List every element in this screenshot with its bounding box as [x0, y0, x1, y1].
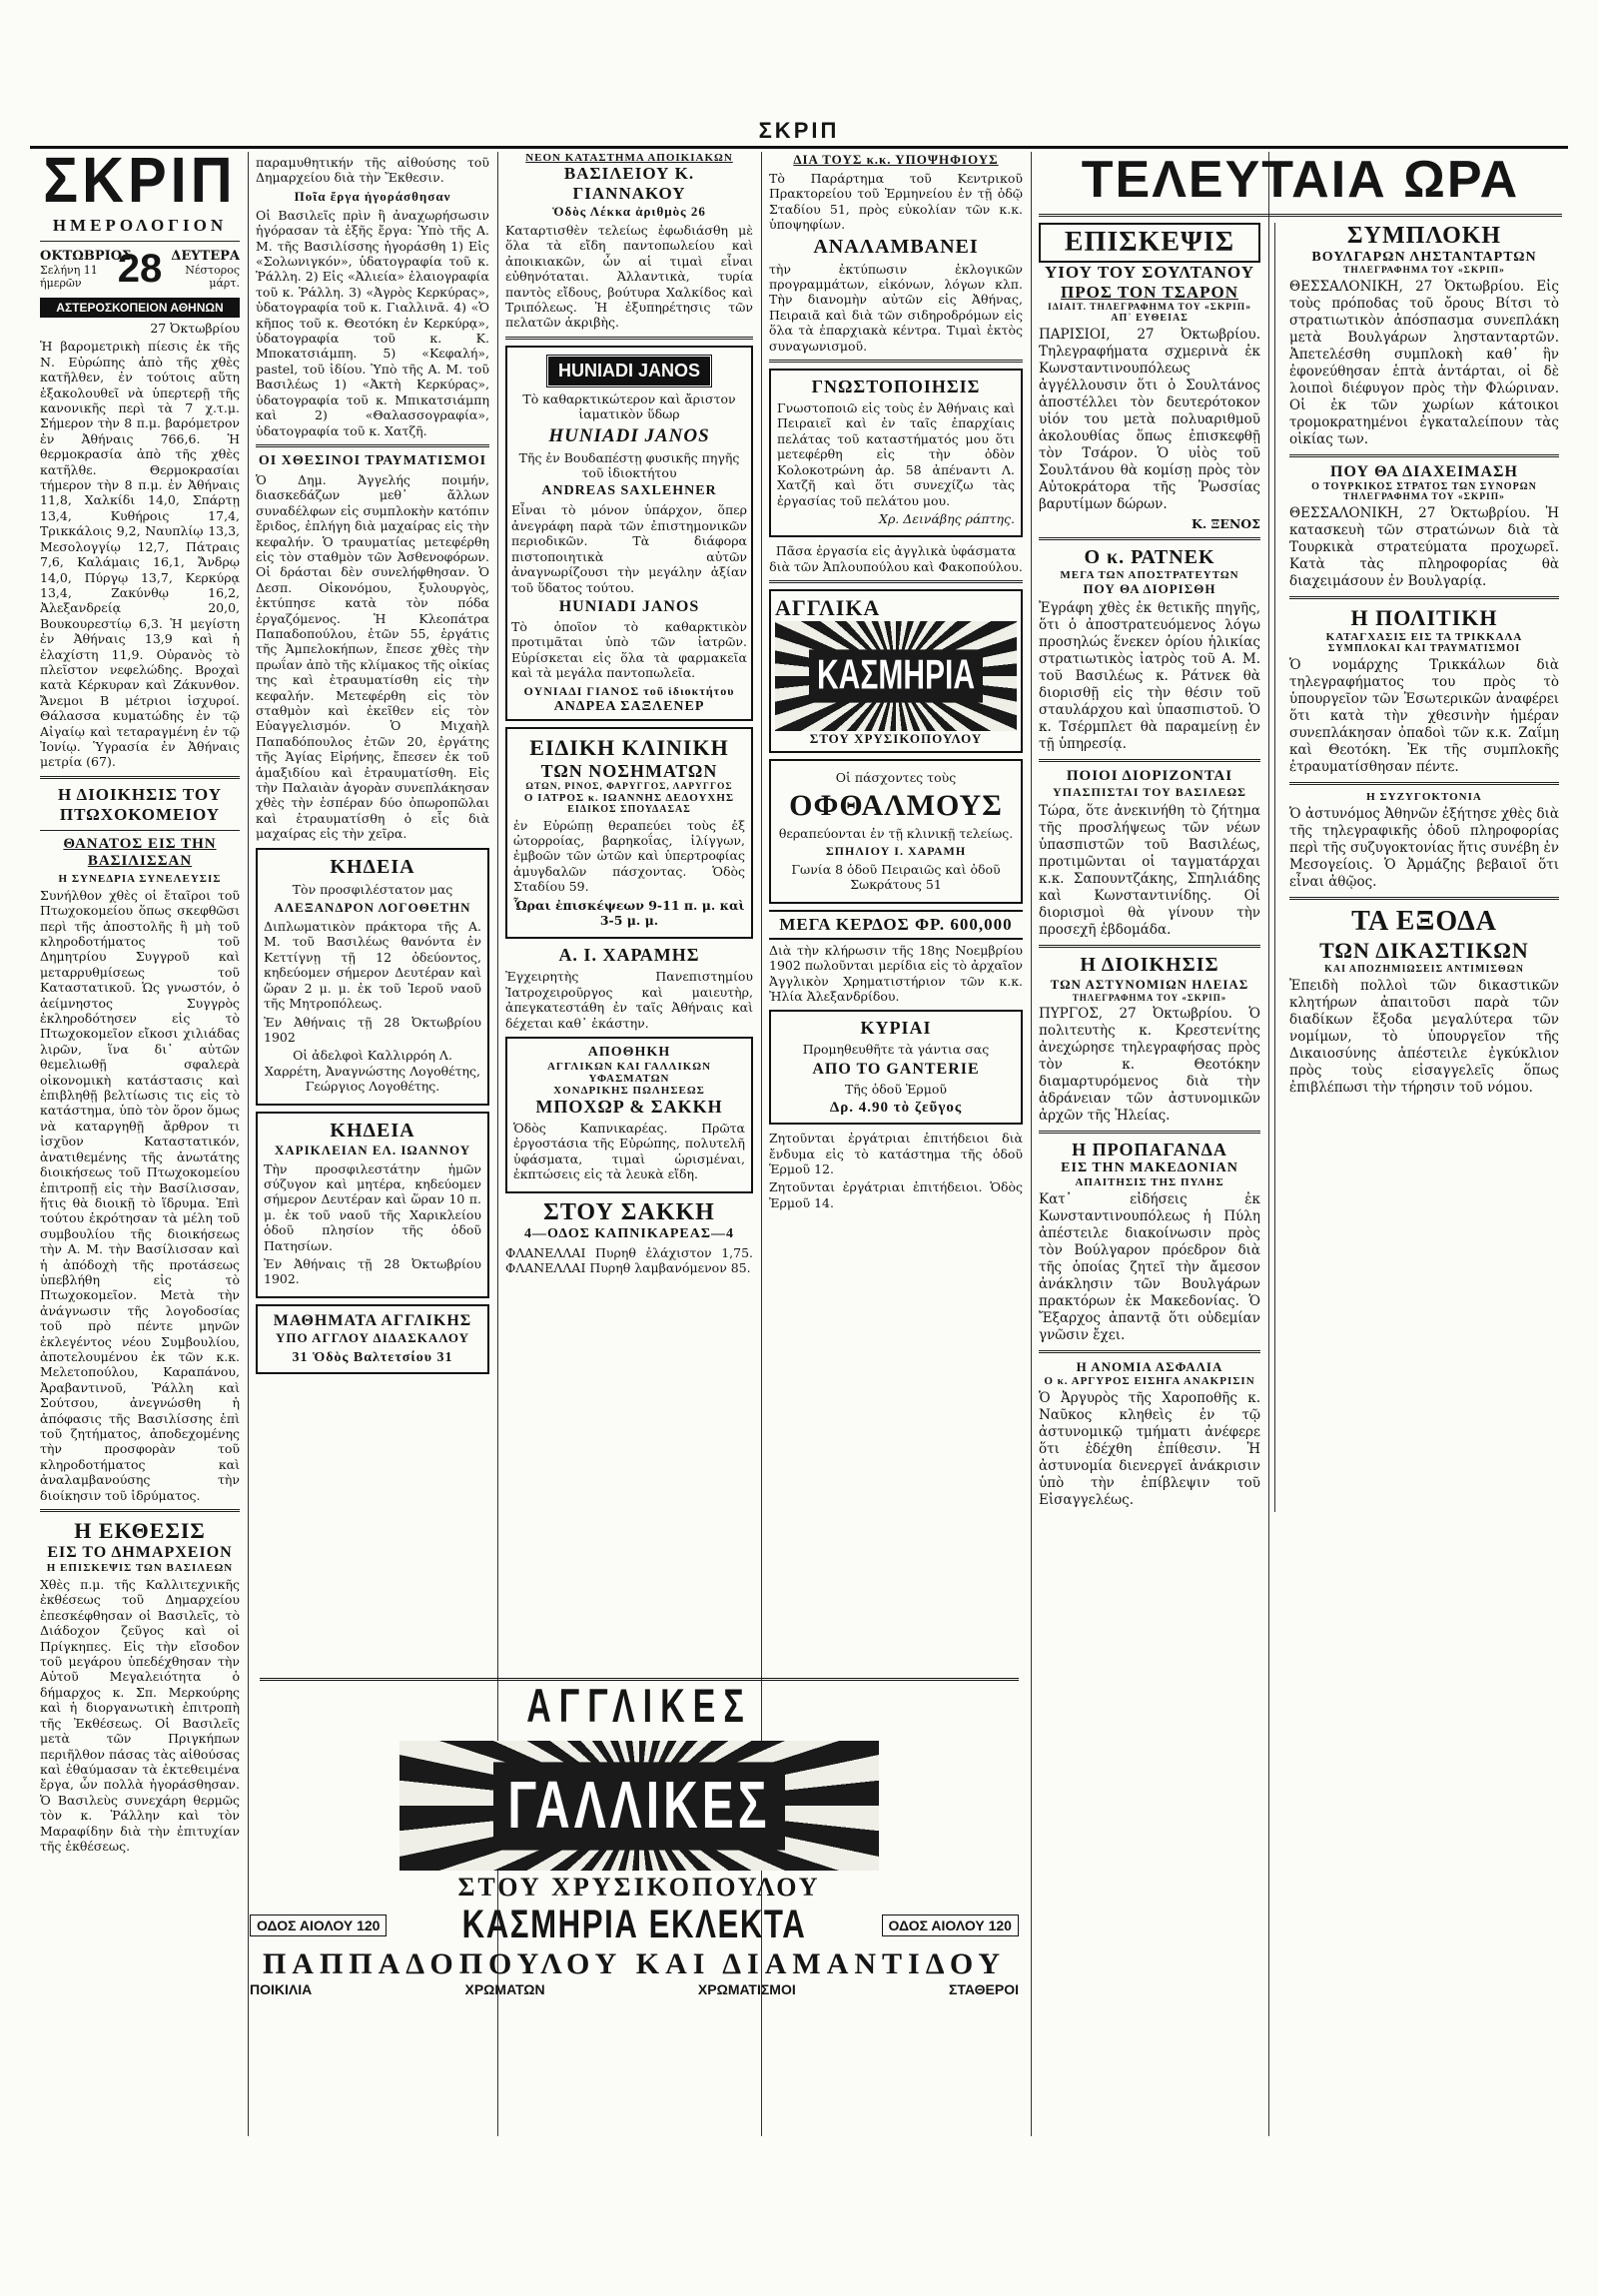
synel-text: Συνήλθον χθὲς οἱ ἔταῖροι τοῦ Πτωχοκομείου ὅπως σκεφθῶσι περὶ τῆς ἀποστολῆς ἢ μὴ τοῦ κληροδοτήματος τοῦ Δημητρίου Συγγροῦ καὶ μεταρρυθμίσεως τοῦ Καταστατικοῦ. Ὡς γνωστόν, ὁ ἀείμνηστος Συγγρὸς ἐκληροδότησεν εἰς τὸ Πτωχοκομεῖον εἴκοσι χιλιάδας λιρῶν, ἵνα δι᾽ αὐτῶν θεμελιωθῇ σφαλερὰ οἰκονομικὴ κατάστασις καὶ ἐπιβληθῇ βελτίωσις τις εἰς τὸ κατάστημα, ὑπὸ τὸν ὅρον ὅμως νὰ καταργηθῇ ἄρθρον τι ἰσχῦον Καταστατικόν, ἀνατιθεμένης τῆς ἀνωτάτης διοικήσεως τοῦ Πτωχοκομείου ἐπιτροπῇ εἰς τὴν Βασίλισσαν, ἥτις θὰ διοικῇ τὸ ἵδρυμα. Ἐπὶ τούτου ἐκρότησαν τὰ μέλη τοῦ συμβουλίου τῆς διοικήσεως τὴν Α. Μ. τὴν Βασίλισσαν καὶ ἡ ἀπόδοχὴ τῆς προτάσεως ὑπεβλήθη εἰς τὸ Πτωχοκομεῖον. Μετὰ τὴν ἀνάγνωσιν τῆς λογοδοσίας τοῦ πρὸ πέντε μηνῶν ἐκλεγέντος νέου Συμβουλίου, ἀποτελουμένου ἐκ τῶν κ.κ. Μελετοπούλου, Καραπάνου, Ἀραβαντινοῦ, Ῥάλλη καὶ Σούτσου, ἀνεγνώσθη ἡ ἀπόφασις τῆς Βασιλίσσης ἐπὶ τοῦ ζητήματος, ἀποδεχομένης τὴν προσφορὰν τοῦ κληροδοτήματος καὶ ἀναλαμβανούσης τὴν διοίκησιν τοῦ ἱδρύματος. [40, 887, 240, 1503]
last-hour-left [1039, 223, 1260, 1512]
month: ΟΚΤΩΒΡΙΟΣ [40, 249, 132, 264]
eye-address: Γωνία 8 ὁδοῦ Πειραιῶς καὶ ὁδοῦ Σωκράτους 51 [791, 861, 1001, 893]
masthead-title: ΣΚΡΙΠ [43, 152, 237, 217]
politics-text: Ὁ νομάρχης Τρικκάλων διὰ τηλεγραφήματος του πρὸς τὸ ὑπουργεῖον τῶν Ἐσωτερικῶν ἀναφέρει ὅτι κατὰ τὴν χθεσινὴν ἡμέραν συνεπλάκησαν ὀπαδοὶ τῶν κ.κ. Ζαΐμη καὶ Θεοτόκη. Ἐκ τῆς συμπλοκῆς ἐτραυματίσθησαν πέντε. [1289, 657, 1559, 775]
ratnek-sub: ΜΕΓΑ ΤΩΝ ΑΠΟΣΤΡΑΤΕΥΤΩΝ [1060, 569, 1239, 582]
ratnek-heading: Ο κ. ΡΑΤΝΕΚ [1084, 546, 1215, 569]
gloves-price: Δρ. 4.90 τὸ ζεῦγος [829, 1100, 963, 1117]
ekthesis-subheading-2: Η ΕΠΙΣΚΕΨΙΣ ΤΩΝ ΒΑΣΙΛΕΩΝ [46, 1562, 234, 1575]
hunyadi-text: Εἶναι τὸ μόνον ὑπάρχον, ὅπερ ἀνεγράφη παρὰ τῶν ἐπιστημονικῶν περιοδικῶν. Τὰ διάφορα πιστοποιητικὰ αὐτῶν ἀναγνωρίζουσι τὴν μεγάλην ἀξίαν τοῦ ὕδατος τούτου. [511, 502, 747, 595]
hunyadi-text-2: Τὸ ὁποῖον τὸ καθαρκτικὸν προτιμᾶται ὑπὸ τῶν ἰατρῶν. Εὑρίσκεται εἰς ὅλα τὰ φαρμακεῖα καὶ τὰ μεγάλα παντοπωλεῖα. [511, 618, 747, 681]
fabrics-ad-title [260, 1680, 1019, 1734]
lawlessness-sub: Ο κ. ΑΡΓΥΡΟΣ ΕΙΣΗΓΑ ΑΝΑΚΡΙΣΙΝ [1044, 1375, 1255, 1388]
murder-text: Ὁ ἀστυνόμος Ἀθηνῶν ἐξήτησε χθὲς διὰ τῆς τηλεγραφικῆς ὁδοῦ πληροφορίας περὶ τῆς συζυγοκτονίας ἥτις συνέβη ἐν Μεσογείοις. Ὁ Ἀρμάζης βεβαιοῖ ὅτι εἶναι ἀθῷος. [1289, 806, 1559, 890]
propaganda-sub: ΕΙΣ ΤΗΝ ΜΑΚΕΔΟΝΙΑΝ [1061, 1160, 1238, 1176]
english-lessons-ad [256, 1304, 489, 1374]
eye-title: ΟΦΘΑΛΜΟΥΣ [789, 788, 1003, 822]
visit-via: ΑΠ᾽ ΕΥΘΕΙΑΣ [1111, 313, 1189, 324]
gloves-title: ΚΥΡΙΑΙ [860, 1018, 932, 1039]
ophthalmology-ad [769, 759, 1023, 904]
wanted-1: Ζητοῦνται ἐργάτριαι ἐπιτήδειοι διὰ ἔνδυμα εἰς τὸ κατάστημα τῆς ὁδοῦ Ἑρμοῦ 12. [769, 1131, 1023, 1176]
hunyadi-subtitle-2: Τῆς ἐν Βουδαπέστῃ φυσικῆς πηγῆς τοῦ ἰδιοκτήτου [518, 449, 740, 481]
andreas-name: ΑΝΔΡΕΑ ΣΑΞΛΕΝΕΡ [553, 698, 705, 714]
day-number: 28 [117, 247, 163, 291]
gloves-ad [769, 1010, 1023, 1125]
winter-sub: Ο ΤΟΥΡΚΙΚΟΣ ΣΤΡΑΤΟΣ ΤΩΝ ΣΥΝΟΡΩΝ [1311, 481, 1537, 492]
clash-sub: ΒΟΥΛΓΑΡΩΝ ΛΗΣΤΑΝΤΑΡΤΩΝ [1311, 250, 1537, 265]
ratnek-text: Ἐγράφη χθὲς ἐκ θετικῆς πηγῆς, ὅτι ὁ ἀποστρατευόμενος λόγω προσηλώς ἕνεκεν ὁρίου ἡλικίας στρατιωτικὸς ἰατρὸς τοῦ Α. Μ. τοῦ Βασιλέως κ. Ράτνεκ θὰ διορισθῇ εἰς τὴν θέσιν τοῦ σταυλάρχου καὶ ὑπασπιστοῦ. Ὁ κ. Τσέρμπλετ θὰ παραμείνῃ ἐν τῇ ὑπηρεσίᾳ. [1039, 600, 1260, 753]
footer-fast: ΣΤΑΘΕΡΟΙ [948, 1981, 1019, 1997]
visit-heading: ΕΠΙΣΚΕΨΙΣ [1039, 223, 1260, 263]
saint: Νέστορος μάρτ. [185, 264, 240, 290]
gloves-text: Προμηθευθῆτε τὰ γάντια σας [802, 1042, 990, 1058]
expenses-heading: ΤΑ ΕΞΟΔΑ [1351, 906, 1497, 937]
undertakes-text: τὴν ἐκτύπωσιν ἐκλογικῶν προγραμμάτων, εἰκόνων, λόγων κλπ. Τὴν διανομὴν αὐτῶν εἰς Ἀθήνας, Πειραιᾶ καὶ διὰ τῶν σιδηροδρόμων εἰς ὅλα τὰ ἐπαρχιακὰ κέντρα. Τιμαὶ ἐκτὸς συναγωνισμοῦ. [769, 261, 1023, 354]
funeral-date: Ἐν Ἀθήναις τῇ 28 Ὀκτωβρίου 1902. [264, 1255, 481, 1287]
hunyadi-greek: ΟΥΝΙΑΔΙ ΓΙΑΝΟΣ τοῦ ἰδιοκτήτου [523, 683, 735, 698]
hunyadi-title: HUNIADI JANOS [545, 354, 713, 388]
undertakes-heading: ΑΝΑΛΑΜΒΑΝΕΙ [813, 235, 979, 258]
xaramis-text: Ἐγχειρητὴς Πανεπιστημίου Ἰατροχειροῦργος καὶ μαιευτὴρ, ἀπεγκατεστάθη ἐν ταῖς Ἀθήναις καὶ δέχεται καθ᾽ ἑκάστην. [505, 969, 753, 1031]
propaganda-text: Κατ᾽ εἰδήσεις ἐκ Κωνσταντινουπόλεως ἡ Πύλη ἀπέστειλε διακοίνωσιν πρὸς τὸν Βούλγαρον πρόεδρον διὰ τῆς ὁποίας ζητεῖ τὴν ἄμεσον ἀνάκλησιν τῶν Βουλγάρων πρακτόρων ἐκ Μακεδονίας. Ὁ Ἔξαρχος ἀπαντᾷ ὅτι οὐδεμίαν γνῶσιν ἔχει. [1039, 1191, 1260, 1344]
winter-text: ΘΕΣΣΑΛΟΝΙΚΗ, 27 Ὀκτωβρίου. Ἡ κατασκευὴ τῶν στρατώνων διὰ τὰ Τουρκικὰ στρατεύματα προχωρεῖ. Κατὰ τὰς πληροφορίας θὰ διαχειμάσουν ἐν Βουλγαρίᾳ. [1289, 505, 1559, 589]
expenses-sub-2: ΚΑΙ ΑΠΟΖΗΜΙΩΣΕΙΣ ΑΝΤΙΜΙΣΘΩΝ [1324, 964, 1524, 975]
funeral-heading: ΚΗΔΕΙΑ [330, 1119, 415, 1142]
lawlessness-heading: Η ΑΝΟΜΙΑ ΑΣΦΑΛΙΑ [1076, 1359, 1223, 1375]
lottery-title: ΜΕΓΑ ΚΕΡΔΟΣ ΦΡ. 600,000 [769, 910, 1023, 940]
candidates-text: Τὸ Παράρτημα τοῦ Κεντρικοῦ Πρακτορείου τοῦ Ἑρμηνείου ἐν τῇ ὁδῷ Σταδίου 51, πρὸς εὐκολίαν τῶν κ.κ. ὑποψηφίων. [769, 171, 1023, 233]
funeral-name: ΧΑΡΙΚΛΕΙΑΝ ΕΛ. ΙΩΑΝΝΟΥ [274, 1142, 471, 1157]
observatory-text: Ἡ βαρομετρικὴ πίεσις ἐκ τῆς Ν. Εὐρώπης ἀπὸ τῆς χθὲς κατῆλθεν, ἐν τούτοις αὕτη ἐξακολουθεῖ νὰ ὑπερτερῇ τῆς κανονικῆς περὶ τὰ 7 χ.τ.μ. Σήμερον τὴν 8 π.μ. βαρόμετρον ἐν Ἀθήναις 766,6. Ἡ θερμοκρασία ἀπὸ τῆς χθὲς κατῆλθε. Θερμοκρασίαι τήμερον τὴν 8 π.μ. ἐν Ἀθήναις 11,8, Χαλκίδι 14,0, Σπάρτῃ 13,4, Κυθήροις 17,4, Τρικκάλοις 9,2, Ναυπλίῳ 13,3, Μεσολογγίῳ 12,7, Πάτραις 7,6, Καλάμαις 16,1, Ἄνδρῳ 14,0, Πύργῳ 13,7, Κερκύρᾳ 13,4, Ζακύνθῳ 16,2, Ἀλεξανδρείᾳ 20,0, Βουκουρεστίῳ 6,3. Ἡ μεγίστη ἐν Ἀθήναις 13,9 καὶ ἡ ἐλαχίστη 11,9. Οὐρανὸς τὸ πλεῖστον νεφελώδης. Βροχαὶ κατὰ Κέρκυραν καὶ Ζάκυνθον. Ἄνεμοι Β μέτριοι ἰσχυροί. Θάλασσα κυματώδης ἐν τῷ Αἰγαίῳ καὶ τεταραγμένη ἐν τῷ Ἰονίῳ. Ὑγρασία ἐν Ἀθήναις μετρία (67). [40, 339, 240, 770]
propaganda-heading: Η ΠΡΟΠΑΓΑΝΔΑ [1072, 1140, 1227, 1160]
footer-variety: ΠΟΙΚΙΛΙΑ [250, 1981, 313, 1997]
date-box [40, 247, 240, 292]
cashmere-shop: ΣΤΟΥ ΧΡΥΣΙΚΟΠΟΥΛΟΥ [809, 731, 983, 747]
police-telegram: ΤΗΛΕΓΡΑΦΗΜΑ ΤΟΥ «ΣΚΡΙΠ» [1072, 993, 1227, 1004]
thanatos-heading: ΘΑΝΑΤΟΣ ΕΙΣ ΤΗΝ ΒΑΣΙΛΙΣΣΑΝ [63, 835, 217, 869]
lessons-address: 31 Ὁδὸς Βαλτετσίου 31 [292, 1349, 453, 1365]
clinic-text: ἐν Εὐρώπῃ θεραπεύει τοὺς ἐξ ὠτορροίας, βαρηκοΐας, ἰλίγγων, ἐμβοῶν τῶν ὠτῶν καὶ ὑπερτροφίας ἀμυγδαλῶν πάσχοντας. Ὁδὸς Σταδίου 59. [513, 817, 745, 895]
hunyadi-ad [505, 346, 753, 721]
column-rule [1031, 152, 1032, 2136]
ratnek-sub-2: ΠΟΥ ΘΑ ΔΙΟΡΙΣΘΗ [1083, 581, 1216, 597]
last-hour-right [1289, 223, 1559, 1512]
lessons-sub: ΥΠΟ ΑΓΓΛΟΥ ΔΙΔΑΣΚΑΛΟΥ [275, 1329, 470, 1345]
synel-subheading: Η ΣΥΝΕΔΡΙΑ ΣΥΝΕΛΕΥΣΙΣ [58, 872, 222, 885]
propaganda-sub-2: ΑΠΑΙΤΗΣΙΣ ΤΗΣ ΠΥΛΗΣ [1075, 1176, 1224, 1189]
politics-sub-2: ΣΥΜΠΛΟΚΑΙ ΚΑΙ ΤΡΑΥΜΑΤΙΣΜΟΙ [1327, 643, 1521, 654]
shop-owner: ΒΑΣΙΛΕΙΟΥ Κ. ΓΙΑΝΝΑΚΟΥ [563, 164, 695, 203]
footer-ad [250, 1903, 1019, 1997]
clash-heading: ΣΥΜΠΛΟΚΗ [1346, 223, 1502, 249]
notice-text: Γνωστοποιῶ εἰς τοὺς ἐν Ἀθήναις καὶ Πειραιεῖ καὶ ἐν ταῖς ἐπαρχίαις πελάτας τοῦ καταστήματός μου ὅτι μετεφέρθη εἰς τὴν ὁδὸν Κολοκοτρώνη ἀρ. 58 ἀπέναντι Λ. Χατζῆ καὶ ὅτι συνεχίζω τὰς ἐργασίας τοῦ πελάτου μου. [777, 400, 1015, 508]
footer-merchants: ΠΑΠΠΑΔΟΠΟΥΛΟΥ ΚΑΙ ΔΙΑΜΑΝΤΙΔΟΥ [262, 1947, 1007, 1980]
column-1 [40, 152, 240, 2139]
column-3 [505, 152, 753, 1895]
gloves-street: Τῆς ὁδοῦ Ἑρμοῦ [844, 1081, 948, 1097]
last-hour-section [1039, 152, 1562, 2139]
ekthesis-subheading: ΕΙΣ ΤΟ ΔΗΜΑΡΧΕΙΟΝ [47, 1544, 233, 1562]
clinic-hours: Ὧραι ἐπισκέψεων 9-11 π. μ. καὶ 3-5 μ. μ. [513, 897, 745, 928]
funeral-intro: Τὸν προσφιλέστατον μας [292, 881, 453, 897]
footer-address-right: ΟΔΟΣ ΑΙΟΛΟΥ 120 [882, 1914, 1019, 1936]
masthead-subtitle: ΗΜΕΡΟΛΟΓΙΟΝ [52, 216, 228, 235]
lottery-text: Διὰ τὴν κλήρωσιν τῆς 18ης Νοεμβρίου 1902 πωλοῦνται μερίδια εἰς τὸ ἀρχαῖον Ἀγγλικὸν Χρηματιστήριον τῶν κ.κ. Ἠλία Ἀλεξανδρίδου. [769, 942, 1023, 1004]
notice-heading: ΓΝΩΣΤΟΠΟΙΗΣΙΣ [811, 377, 981, 397]
fabrics-shop: ΣΤΟΥ ΧΡΥΣΙΚΟΠΟΥΛΟΥ [457, 1873, 821, 1900]
funeral-notice-1 [256, 848, 489, 1106]
eye-intro: Οἱ πάσχοντες τοὺς [835, 770, 957, 786]
winter-heading: ΠΟΥ ΘΑ ΔΙΑΧΕΙΜΑΣΗ [1330, 463, 1518, 480]
warehouse-sub-2: ΧΟΝΔΡΙΚΗΣ ΠΩΛΗΣΕΩΣ [553, 1085, 705, 1097]
eye-doctor: ΣΠΗΛΙΟΥ Ι. ΧΑΡΑΜΗ [825, 843, 967, 858]
sakki-title: ΣΤΟΥ ΣΑΚΚΗ [543, 1198, 715, 1225]
funeral-notice-2 [256, 1112, 489, 1298]
fabrics-burst [400, 1741, 879, 1871]
footer-address-left: ΟΔΟΣ ΑΙΟΛΟΥ 120 [250, 1914, 387, 1936]
erga-heading: Ποῖα ἔργα ἠγοράσθησαν [294, 188, 451, 204]
sakki-sub: 4—ΟΔΟΣ ΚΑΠΝΙΚΑΡΕΑΣ—4 [524, 1225, 734, 1241]
sakki-text: ΦΛΑΝΕΛΛΑΙ Πυρηθ ἐλάχιστον 1,75. ΦΛΑΝΕΛΛΑΙ Πυρηθ λαμβανόμενον 85. [505, 1244, 753, 1276]
visit-telegram: ΙΔΙΑΙΤ. ΤΗΛΕΓΡΑΦΗΜΑ ΤΟΥ «ΣΚΡΙΠ» [1048, 303, 1251, 313]
warehouse-name: ΜΠΟΧΩΡ & ΣΑΚΚΗ [535, 1097, 723, 1117]
clinic-specialist: ΕΙΔΙΚΟΣ ΣΠΟΥΔΑΣΑΣ [567, 803, 691, 815]
injuries-heading: ΟΙ ΧΘΕΣΙΝΟΙ ΤΡΑΥΜΑΤΙΣΜΟΙ [258, 452, 487, 468]
ptochokomeio-heading: Η ΔΙΟΙΚΗΣΙΣ ΤΟΥ ΠΤΩΧΟΚΟΜΕΙΟΥ [58, 784, 222, 824]
funeral-heading: ΚΗΔΕΙΑ [330, 855, 415, 878]
visit-sub: ΥΙΟΥ ΤΟΥ ΣΟΥΛΤΑΝΟΥ [1045, 263, 1254, 282]
clinic-sub-2: ΩΤΩΝ, ΡΙΝΟΣ, ΦΑΡΥΓΓΟΣ, ΛΑΡΥΓΓΟΣ [525, 781, 733, 792]
shop-text: Καταρτισθὲν τελείως ἐφωδιάσθη μὲ ὅλα τὰ εἴδη παντοπωλείου καὶ ἀποικιακῶν, ὧν αἱ τιμαὶ εἶναι εὐθηνόταται. Ἀλλαντικὰ, τυρία παντὸς εἴδους, βούτυρα Χαλκίδος καὶ Τριπόλεως. Ἡ ἐξυπηρέτησις τῶν πελατῶν ἀκριβὴς. [505, 223, 753, 331]
funeral-signature: Οἱ ἀδελφοὶ Καλλιρρόη Λ. Χαρρέτη, Ἀναγνώστης Λογοθέτης, Γεώργιος Λογοθέτης. [264, 1048, 481, 1095]
warehouse-ad [505, 1037, 753, 1193]
ekthesis-text: Χθὲς π.μ. τῆς Καλλιτεχνικῆς ἐκθέσεως τοῦ Δημαρχείου ἐπεσκέφθησαν οἱ Βασιλεῖς, τὸ Διάδοχον ζεῦγος καὶ οἱ Πρίγκηπες. Εἰς τὴν εἴσοδον τοῦ μεγάρου ὑπεδέχθησαν τὴν Αὐτοῦ Μεγαλειότητα ὁ δήμαρχος κ. Σπ. Μερκούρης καὶ ἡ διοργανωτικὴ ἐπιτροπὴ τῆς Ἐκθέσεως. Οἱ Βασιλεῖς μετὰ τῶν Πριγκήπων περιῆλθον πάσας τὰς αἰθούσας καὶ ἐθαύμασαν τὰ ἐκτεθειμένα ἔργα, ὧν πολλὰ ἠγοράσθησαν. Ὁ Βασιλεὺς συνεχάρη θερμῶς τὸν κ. Ῥάλλην καὶ τὸν Μαραφίδην διὰ τὴν ἐπιτυχίαν τῆς ἐκθέσεως. [40, 1577, 240, 1854]
observatory-date: 27 Ὀκτωβρίου [150, 321, 240, 336]
clinic-title: ΕΙΔΙΚΗ ΚΛΙΝΙΚΗ [529, 734, 729, 760]
expenses-sub: ΤΩΝ ΔΙΚΑΣΤΙΚΩΝ [1319, 938, 1529, 963]
top-rule [30, 146, 1568, 149]
hunyadi-title-2: HUNIADI JANOS [548, 424, 710, 446]
fabrics-ad-title-text: ΑΓΓΛΙΚΕΣ [526, 1680, 752, 1734]
visit-signature: Κ. ΞΕΝΟΣ [1191, 516, 1260, 531]
politics-heading: Η ΠΟΛΙΤΙΚΗ [1350, 605, 1498, 630]
footer-colours: ΧΡΩΜΑΤΩΝ [464, 1981, 545, 1997]
ekthesis-heading: Η ΕΚΘΕΣΙΣ [74, 1518, 206, 1544]
erga-text: Οἱ Βασιλεῖς πρὶν ἢ ἀναχωρήσωσιν ἠγόρασαν τὰ ἑξῆς ἔργα: Ὑπὸ τῆς Α. Μ. τῆς Βασιλίσσης ἠγοράσθη 1) Εἰς «Σολωνιγκόν», ὑδατογραφία τοῦ κ. Ῥάλλη. 2) Εἰς «Ἀλιεία» ἐλαιογραφία τοῦ κ. Ῥάλλη. 3) «Ἀγρὸς Κερκύρας», ὑδατογραφία τοῦ κ. Γιαλλινᾶ. 4) «Ὁ κῆπος τοῦ κ. Θεοτόκη ἐν Κερκύρᾳ», ὑδατογραφία τοῦ κ. Κ. Μποκατσιάμπη. 5) «Κεφαλή», pastel, τοῦ ἰδίου. Ὑπὸ τῆς Α. Μ. τοῦ Βασιλέως 1) «Ἀκτὴ Κερκύρας», ὑδατογραφία τοῦ κ. Μπικατσιάμπη καὶ 2) «Θαλασσογραφία», ὑδατογραφία τοῦ κ. Χατζῆ. [256, 207, 489, 438]
expenses-text: Ἐπειδὴ πολλοὶ τῶν δικαστικῶν κλητήρων ἀπαιτοῦσι παρὰ τῶν διαδίκων ἔξοδα μεγαλύτερα τῶν νομίμων, τὸ ὑπουργεῖον τῆς Δικαιοσύνης ἀπέστειλε ἐγκύκλιον πρὸς τοὺς εἰσαγγελεῖς ὅπως ἐπιβλέπωσι τὴν τήρησιν τοῦ νόμου. [1289, 978, 1559, 1096]
police-heading: Η ΔΙΟΙΚΗΣΙΣ [1080, 954, 1219, 977]
clash-telegram: ΤΗΛΕΓΡΑΦΗΜΑ ΤΟΥ «ΣΚΡΙΠ» [1343, 266, 1505, 276]
english-label: ΑΓΓΛΙΚΑ [775, 595, 881, 621]
intro-text: παραμυθητικήν τῆς αἰθούσης τοῦ Δημαρχείου διὰ τὴν Ἔκθεσιν. [256, 155, 489, 186]
footer-colourings: ΧΡΩΜΑΤΙΣΜΟΙ [697, 1981, 796, 1997]
gloves-shop: ΑΠΟ ΤΟ GANTERIE [812, 1060, 980, 1078]
funeral-body: Διπλωματικὸν πράκτορα τῆς Α. Μ. τοῦ Βασιλέως θανόντα ἐν Κεττίγνῃ τῇ 12 ὀδεύοντος, κηδεύομεν σήμερον Δευτέραν καὶ ὥραν 2 μ. μ. ἐκ τοῦ Ἱεροῦ ναοῦ τῆς Μητροπόλεως. [264, 919, 481, 1012]
wanted-2: Ζητοῦνται ἐργάτριαι ἐπιτήδειοι. Ὁδὸς Ἑρμοῦ 14. [769, 1179, 1023, 1210]
inner-column-rule [1274, 223, 1275, 1512]
police-text: ΠΥΡΓΟΣ, 27 Ὀκτωβρίου. Ὁ πολιτευτὴς κ. Κρεστενίτης ἀνεχώρησε τηλεγραφήσας πρὸς τὸν κ. Θεοτόκην διαμαρτυρόμενος διὰ τὴν ἀδράνειαν τῶν ἀστυνομικῶν ἀρχῶν τῆς Ἠλείας. [1039, 1006, 1260, 1125]
column-rule [248, 152, 249, 2136]
observatory-banner: ΑΣΤΕΡΟΣΚΟΠΕΙΟΝ ΑΘΗΝΩΝ [40, 298, 240, 318]
shop-heading: ΝΕΟΝ ΚΑΤΑΣΤΗΜΑ ΑΠΟΙΚΙΑΚΩΝ [525, 152, 733, 164]
police-sub: ΤΩΝ ΑΣΤΥΝΟΜΙΩΝ ΗΛΕΙΑΣ [1050, 977, 1249, 993]
clash-text: ΘΕΣΣΑΛΟΝΙΚΗ, 27 Ὀκτωβρίου. Εἰς τοὺς πρόποδας τοῦ ὄρους Βίτσι τὸ στρατιωτικὸν ἀπόσπασμα συνεπλάκη μετὰ Βουλγάρων ληστανταρτῶν. Ἀπετελέσθη συμπλοκὴ καθ᾽ ἣν ἐφονεύθησαν ἑπτὰ ἀντάρται, οἱ δὲ λοιποὶ διέφυγον πρὸς τὴν Φλώριναν. Οἱ ἐκ τῶν χωρίων κάτοικοι τρομοκρατημένοι ἐγκαταλείπουν τὰς οἰκίας των. [1289, 279, 1559, 447]
notice-box [769, 369, 1023, 537]
column-2 [256, 152, 489, 1895]
fabrics-ad [260, 1678, 1019, 1900]
funeral-name: ΑΛΕΞΑΝΔΡΟΝ ΛΟΓΟΘΕΤΗΝ [274, 900, 471, 916]
eye-text: θεραπεύονται ἐν τῇ κλινικῇ τελείως. [778, 825, 1014, 841]
column-4 [769, 152, 1023, 1895]
funeral-date: Ἐν Ἀθήναις τῇ 28 Ὀκτωβρίου 1902 [264, 1014, 481, 1045]
saxlehner-name: ANDREAS SAXLEHNER [541, 483, 717, 499]
aides-text: Τώρα, ὅτε ἀνεκινήθη τὸ ζήτημα τῆς προσλήψεως τῶν νέων ὑπασπιστῶν τοῦ Βασιλέως, προτιμῶνται οἱ ταγματάρχαι κ.κ. Σαπουντζάκης, Σπηλιάδης καὶ Κωνσταντινίδης. Οἱ διορισμοὶ θὰ γίνουν τὴν προσεχῆ ἑβδομάδα. [1039, 803, 1260, 939]
hunyadi-subtitle: Τὸ καθαρκτικώτερον καὶ ἄριστον ἰαματικὸν ὕδωρ [522, 390, 736, 422]
shop-address: Ὁδὸς Λέκκα ἀριθμὸς 26 [552, 204, 706, 219]
funeral-body: Τὴν προσφιλεστάτην ἡμῶν σύζυγον καὶ μητέρα, κηδεύομεν σήμερον Δευτέραν καὶ ὥραν 10 π. μ. ἐκ τοῦ ναοῦ τῆς Χαρικλείου ὁδοῦ πλησίον τῆς ὁδοῦ Πατησίων. [264, 1160, 481, 1253]
warehouse-text: Ὁδὸς Καπνικαρέας. Πρῶτα ἐργοστάσια τῆς Εὐρώπης, πολυτελῆ ὑφάσματα, τιμαὶ ὡρισμέναι, ἐκπτώσεις εἰς τὰ λευκὰ εἴδη. [513, 1121, 745, 1182]
footer-cashmere: ΚΑΣΜΗΡΙΑ ΕΚΛΕΚΤΑ [461, 1903, 807, 1946]
murder-heading: Η ΣΥΖΥΓΟΚΤΟΝΙΑ [1366, 791, 1482, 803]
cashmere-title: ΚΑΣΜΗΡΙΑ [809, 650, 983, 703]
politics-sub: ΚΑΤΑΓΧΑΣΙΣ ΕΙΣ ΤΑ ΤΡΙΚΚΑΛΑ [1325, 631, 1523, 643]
tailoring-text: Πᾶσα ἐργασία εἰς ἀγγλικὰ ὑφάσματα διὰ τῶν Ἀπλουπούλου καὶ Φακοπούλου. [769, 543, 1023, 574]
winter-telegram: ΤΗΛΕΓΡΑΦΗΜΑ ΤΟΥ «ΣΚΡΙΠ» [1343, 492, 1505, 502]
aides-sub: ΥΠΑΣΠΙΣΤΑΙ ΤΟΥ ΒΑΣΙΛΕΩΣ [1052, 785, 1247, 800]
last-hour-title: ΤΕΛΕΥΤΑΙΑ ΩΡΑ [1081, 152, 1520, 209]
candidates-heading: ΔΙΑ ΤΟΥΣ κ.κ. ΥΠΟΨΗΦΙΟΥΣ [793, 152, 999, 167]
warehouse-sub: ΑΓΓΛΙΚΩΝ ΚΑΙ ΓΑΛΛΙΚΩΝ ΥΦΑΣΜΑΤΩΝ [546, 1061, 712, 1085]
clinic-ad [505, 727, 753, 940]
cashmere-burst [775, 621, 1017, 731]
xaramis-name: Α. Ι. ΧΑΡΑΜΗΣ [558, 945, 700, 966]
visit-sub-2: ΠΡΟΣ ΤΟΝ ΤΣΑΡΟΝ [1061, 283, 1238, 302]
lawlessness-text: Ὁ Ἀργυρὸς τῆς Χαροποθῆς κ. Ναῦκος κληθεὶς ἐν τῷ ἀστυνομικῷ τμήματι ἀνέφερε ὅτι ἐδέχθη ἐπίθεσιν. Ἡ ἀστυνομία διενεργεῖ ἀνάκρισιν ὑπὸ τὴν ἐπίβλεψιν τοῦ Εἰσαγγελέως. [1039, 1390, 1260, 1509]
injuries-text: Ὁ Δημ. Ἀγγελής ποιμήν, διασκεδάζων μεθ᾽ ἄλλων συναδέλφων εἰς συμπλοκὴν κατόπιν ἔριδος, ἐπλήγη διὰ μαχαίρας εἰς τὴν κεφαλήν. Ὁ τραυματίας μετεφέρθη εἰς τὸν σταθμὸν τῶν Ἀσθενοφόρων. Οἱ δράσται δὲν συνελήφθησαν. Ὁ Δεσπ. Οἰκονόμου, ξυλουργὸς, ἐκτύπησε κατὰ τὸν πόδα ἐργαζόμενος. Ἡ Κλεοπάτρα Παπαδοπούλου, ἐτῶν 55, ἐργάτις τῆς Ἀμπελοκήπων, ἔπεσε χθὲς τὴν πρωΐαν ἀπὸ τῆς κλίμακος τῆς οἰκίας της καὶ ἐτραυματίσθη εἰς τὴν κεφαλήν. Μετεφέρθη εἰς τὸν σταθμὸν καὶ ἐκεῖθεν εἰς τὸν Εὐαγγελισμόν. Ὁ Μιχαὴλ Παπαδόπουλος ἐτῶν 20, ἐργάτης τῆς Ἁγίας Εἰρήνης, ἔπεσεν ἐκ τοῦ ἁμαξιδίου καὶ ἐτραυματίσθη. Εἰς τὴν Παλαιὰν ἀγορὰν συνεπλάκησαν χθὲς τὴν ἑσπέραν δύο ὀπωροπῶλαι καὶ ἐτραυματίσθη ὁ εἷς διὰ μαχαίρας εἰς τὴν χεῖρα. [256, 471, 489, 842]
lessons-heading: ΜΑΘΗΜΑΤΑ ΑΓΓΛΙΚΗΣ [273, 1311, 472, 1329]
weekday: ΔΕΥΤΕΡΑ [171, 249, 240, 264]
visit-text: ΠΑΡΙΣΙΟΙ, 27 Ὀκτωβρίου. Τηλεγραφήματα σχμερινὰ ἐκ Κωνσταντινουπόλεως ἀγγέλλουσιν ὅτι ὁ Σουλτάνος ἀποστέλλει τὸν δευτερότοκον υἱόν του μετὰ πολυαριθμοῦ ἀκολουθίας ὅπως ἐπισκεφθῇ τὸν Τσάρον. Ὁ υἱὸς τοῦ Σουλτάνου θὰ κομίσῃ πρὸς τὸν Αὐτοκράτορα τῆς Ῥωσσίας βαρυτίμων δώρων. [1039, 327, 1260, 512]
clinic-sub: ΤΩΝ ΝΟΣΗΜΑΤΩΝ [540, 760, 718, 781]
fabrics-burst-text: ΓΑΛΛΙΚΕΣ [493, 1762, 784, 1850]
aides-heading: ΠΟΙΟΙ ΔΙΟΡΙΖΟΝΤΑΙ [1066, 768, 1233, 785]
clinic-doctor: Ο ΙΑΤΡΟΣ κ. ΙΩΑΝΝΗΣ ΔΕΔΟΥΧΗΣ [523, 791, 735, 804]
warehouse-title: ΑΠΟΘΗΚΗ [587, 1045, 671, 1060]
sun-info: Σελήνη 11 ήμερῶν [40, 264, 98, 290]
running-head: ΣΚΡΙΠ [758, 118, 840, 143]
cashmere-ad [769, 589, 1023, 753]
hunyadi-title-3: HUNIADI JANOS [558, 597, 700, 615]
notice-signature: Χρ. Δεινάβης ράπτης. [879, 510, 1015, 526]
